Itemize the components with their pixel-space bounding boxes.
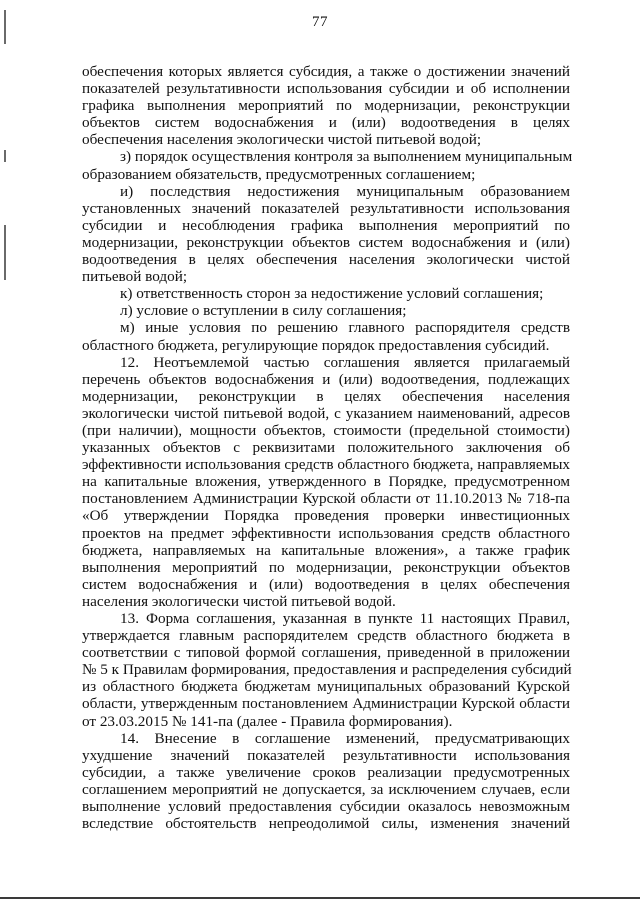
text-line: субсидии, а также увеличение сроков реализации предусмотренных: [82, 763, 570, 781]
text-line: «Об утверждении Порядка проведения проверки инвестиционных: [82, 507, 570, 525]
text-line: обеспечения которых является субсидия, а также о достижении значений: [82, 63, 570, 80]
text-line: систем водоснабжения и (или) водоотведения в целях обеспечения: [82, 575, 570, 593]
text-line: обеспечения населения экологически чистой питьевой водой;: [82, 131, 482, 149]
text-line: выполнения мероприятий по модернизации, реконструкции объектов: [82, 558, 570, 576]
text-line: вследствие обстоятельств непреодолимой силы, изменения значений: [82, 815, 570, 833]
scan-margin-mark: [4, 150, 6, 162]
text-line: установленных значений показателей результативности использования: [82, 199, 570, 217]
text-line: перечень объектов водоснабжения и (или) водоотведения, подлежащих: [82, 370, 570, 388]
scan-margin-mark: [4, 225, 6, 280]
text-line: к) ответственность сторон за недостижение условий соглашения;: [120, 285, 544, 303]
text-line: образованием обязательств, предусмотренных соглашением;: [82, 165, 476, 183]
text-line: бюджета, направляемых на капитальные вложения», а также график: [82, 541, 570, 559]
text-line: и) последствия недостижения муниципальным образованием: [120, 182, 570, 200]
text-line: утверждается главным распорядителем средств областного бюджета в: [82, 627, 570, 645]
text-line: водоотведения в целях обеспечения населения экологически чистой: [82, 251, 570, 269]
text-line: указанных объектов с реквизитами положительного заключения об: [82, 439, 570, 457]
text-line: м) иные условия по решению главного распорядителя средств: [120, 319, 570, 337]
text-line: населения экологически чистой питьевой водой.: [82, 592, 396, 610]
text-line: л) условие о вступлении в силу соглашения;: [120, 302, 407, 320]
text-line: объектов систем водоснабжения и (или) водоотведения в целях: [82, 114, 570, 132]
text-line: № 5 к Правилам формирования, предоставления и распределения субсидий: [82, 661, 572, 679]
text-line: постановлением Администрации Курской области от 11.10.2013 № 718-па: [82, 490, 570, 508]
body-text: [82, 63, 573, 833]
text-line: на капитальные вложения, утвержденного в Порядке, предусмотренном: [82, 473, 570, 491]
text-line: показателей результативности использования субсидии и об исполнении: [82, 80, 570, 98]
page-number: 77: [312, 14, 328, 30]
text-line: модернизации, реконструкции объектов систем водоснабжения и (или): [82, 233, 570, 251]
text-line: 13. Форма соглашения, указанная в пункте 11 настоящих Правил,: [120, 610, 570, 627]
text-line: ухудшение значений показателей результативности использования: [82, 746, 570, 764]
text-line: (при наличии), мощности объектов, стоимости (предельной стоимости): [82, 421, 570, 439]
text-line: от 23.03.2015 № 141-па (далее - Правила формирования).: [82, 712, 453, 730]
text-line: выполнение условий предоставления субсидии оказалось невозможным: [82, 798, 570, 816]
text-line: з) порядок осуществления контроля за выполнением муниципальным: [120, 148, 573, 166]
text-line: эффективности использования средств областного бюджета, направляемых: [82, 456, 571, 474]
text-line: области, утвержденным постановлением Администрации Курской области: [82, 695, 570, 713]
text-line: модернизации, реконструкции в целях обеспечения населения: [82, 387, 570, 405]
text-line: графика выполнения мероприятий по модернизации, реконструкции: [82, 97, 570, 115]
text-line: субсидии и несоблюдения графика выполнения мероприятий по: [82, 216, 570, 234]
text-line: соглашением мероприятий не допускается, за исключением случаев, если: [82, 780, 570, 798]
text-line: областного бюджета, регулирующие порядок предоставления субсидий.: [82, 336, 550, 354]
text-line: соответствии с типовой формой соглашения, приведенной в приложении: [82, 644, 570, 662]
text-line: из областного бюджета бюджетам муниципальных образований Курской: [82, 678, 570, 696]
page-bottom-edge: [0, 897, 640, 899]
text-line: 14. Внесение в соглашение изменений, предусматривающих: [120, 729, 570, 747]
text-line: 12. Неотъемлемой частью соглашения является прилагаемый: [120, 353, 570, 371]
text-line: питьевой водой;: [82, 268, 188, 286]
text-line: проектов на предмет эффективности использования средств областного: [82, 524, 570, 542]
text-line: экологически чистой питьевой водой, с указанием наименований, адресов: [82, 404, 570, 422]
